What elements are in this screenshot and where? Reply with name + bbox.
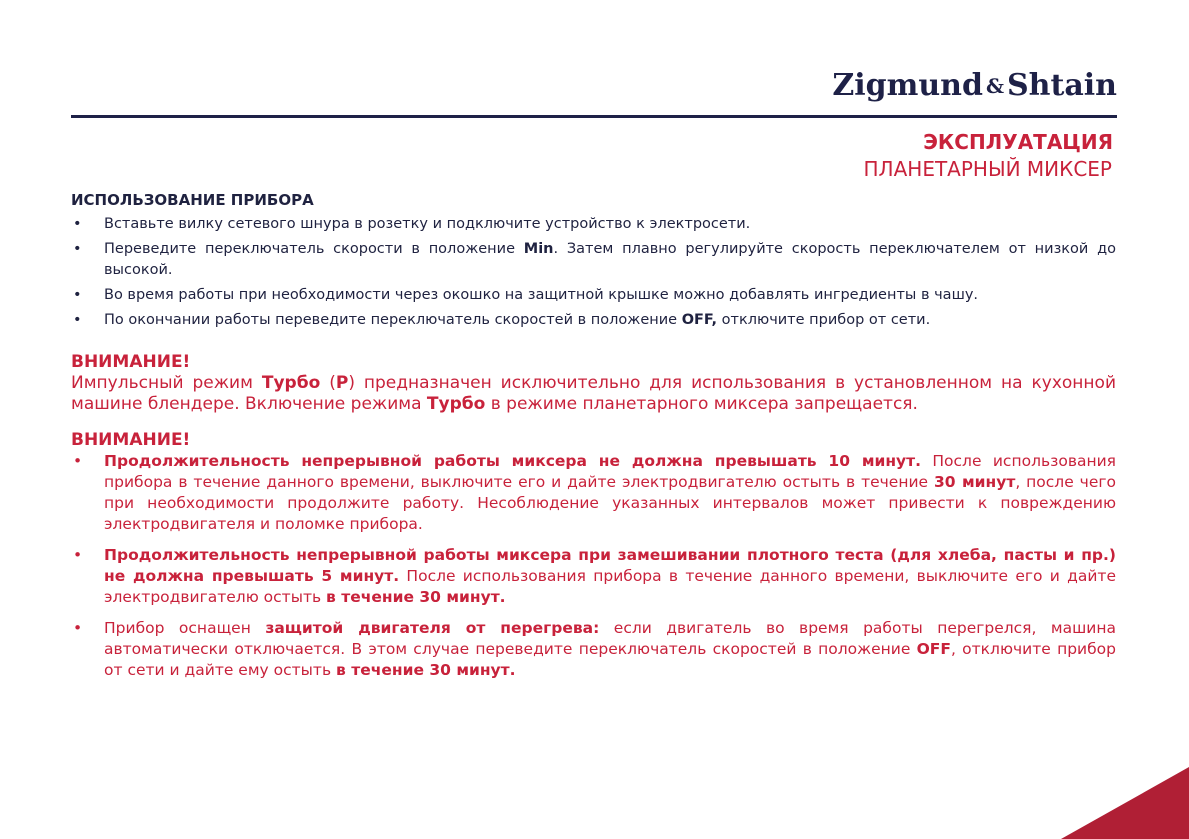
list-item-text: если двигатель во время работы перегрелся, машина автоматически отключается. В этом случае переведите переключатель скоростей в положение xyxy=(104,619,1116,658)
list-item xyxy=(71,618,1116,681)
bullet-icon: • xyxy=(73,619,83,637)
list-item xyxy=(71,214,1116,235)
list-item-bold-text: 30 минут xyxy=(934,473,1016,491)
bullet-icon: • xyxy=(73,216,82,232)
turbo-label: Турбо xyxy=(261,373,321,393)
bullet-icon: • xyxy=(73,241,82,257)
warning-text: Импульсный режим xyxy=(71,373,262,393)
turbo-label: Турбо xyxy=(426,394,486,414)
warning-text: ) предназначен исключительно для использования в установленном на кухонной машине блендере. Включение режима xyxy=(71,373,1116,414)
list-item-text: После использования прибора в течение данного времени, выключите его и дайте электродвигателю остыть в течение xyxy=(104,452,1116,491)
bullet-icon: • xyxy=(73,312,82,328)
page-title: ЭКСПЛУАТАЦИЯ xyxy=(923,130,1113,154)
bullet-icon: • xyxy=(73,546,83,564)
list-item xyxy=(71,310,1116,331)
list-item-bold-text: защитой двигателя от перегрева: xyxy=(265,619,600,637)
bullet-icon: • xyxy=(73,287,82,303)
off-setting: OFF xyxy=(916,640,951,658)
warning-heading: ВНИМАНИЕ! xyxy=(71,352,191,372)
logo-left-text: Zigmund xyxy=(832,68,983,103)
warning-heading: ВНИМАНИЕ! xyxy=(71,430,191,450)
list-item-text: Вставьте вилку сетевого шнура в розетку и подключите устройство к электросети. xyxy=(104,216,751,232)
warning-text: в режиме планетарного миксера запрещается. xyxy=(485,394,918,414)
warning-list xyxy=(71,451,1116,681)
usage-list xyxy=(71,214,1116,331)
usage-heading: ИСПОЛЬЗОВАНИЕ ПРИБОРА xyxy=(71,191,314,209)
list-item-text: Во время работы при необходимости через окошко на защитной крышке можно добавлять ингредиенты в чашу. xyxy=(104,287,979,303)
corner-decoration xyxy=(1061,767,1189,839)
list-item-text: . Затем плавно регулируйте скорость переключателем от низкой до высокой. xyxy=(104,241,1116,278)
page-subtitle: ПЛАНЕТАРНЫЙ МИКСЕР xyxy=(863,157,1112,181)
list-item-bold-text: Продолжительность непрерывной работы миксера не должна превышать 10 минут. xyxy=(104,452,922,470)
warning-text: ( xyxy=(320,373,336,393)
min-setting: Min xyxy=(523,241,554,257)
list-item-bold-text: в течение 30 минут. xyxy=(336,661,516,679)
list-item-text: По окончании работы переведите переключатель скоростей в положение xyxy=(104,312,682,328)
list-item-bold-text: в течение 30 минут. xyxy=(326,588,506,606)
list-item xyxy=(71,451,1116,535)
list-item-text: , после чего при необходимости продолжите работу. Несоблюдение указанных интервалов может привести к повреждению электродвигателя и поломке прибора. xyxy=(104,473,1117,533)
list-item-text: После использования прибора в течение данного времени, выключите его и дайте электродвигателю остыть xyxy=(104,567,1116,606)
bullet-icon: • xyxy=(73,452,83,470)
brand-logo xyxy=(832,64,1117,108)
warning-paragraph xyxy=(71,373,1116,415)
document-body xyxy=(71,189,1116,691)
list-item-text: , отключите прибор от сети и дайте ему остыть xyxy=(104,640,1116,679)
list-item-text: Переведите переключатель скорости в положение xyxy=(104,241,524,257)
logo-ampersand: & xyxy=(985,74,1005,98)
list-item xyxy=(71,545,1116,608)
pulse-label: P xyxy=(335,373,349,393)
list-item xyxy=(71,239,1116,281)
list-item-text: Прибор оснащен xyxy=(104,619,266,637)
logo-right-text: Shtain xyxy=(1007,68,1117,103)
header-divider xyxy=(71,115,1117,118)
off-setting: OFF, xyxy=(681,312,718,328)
list-item-text: отключите прибор от сети. xyxy=(717,312,931,328)
list-item-bold-text: Продолжительность непрерывной работы миксера при замешивании плотного теста (для хлеба, пасты и пр.) не должна превышать 5 минут. xyxy=(104,546,1116,585)
list-item xyxy=(71,285,1116,306)
